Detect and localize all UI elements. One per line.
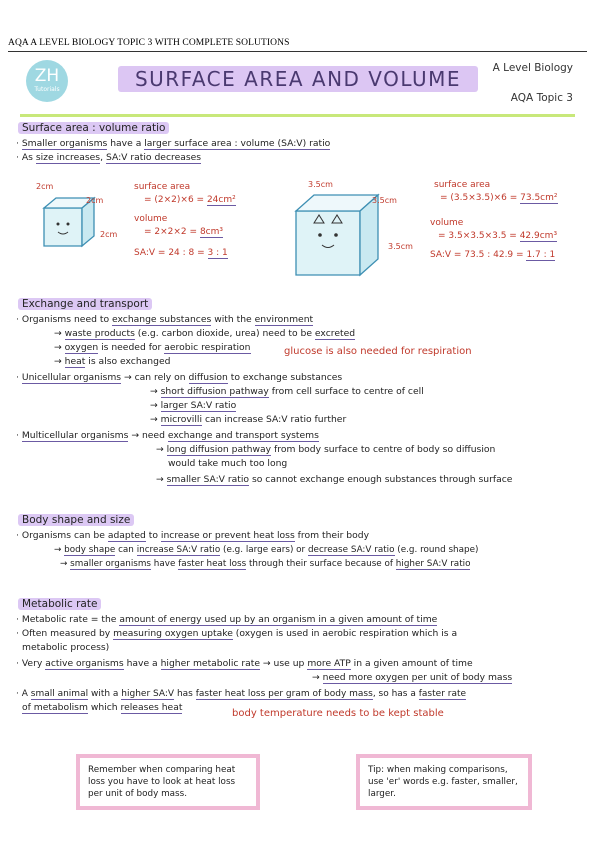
metabolic-line-1: · Metabolic rate = the amount of energy used up by an organism in a given amount of time	[16, 614, 438, 625]
metabolic-line-3: metabolic process)	[22, 642, 110, 653]
cube1-vol-calc: = 2×2×2 = 8cm³	[144, 227, 223, 237]
body-temperature-note: body temperature needs to be kept stable	[232, 708, 444, 719]
exchange-line-8: → microvilli can increase SA:V ratio further	[150, 414, 347, 425]
cube2-sa-calc: = (3.5×3.5)×6 = 73.5cm²	[440, 193, 558, 203]
cube1-sa-calc: = (2×2)×6 = 24cm²	[144, 195, 236, 205]
cube2-vol-label: volume	[430, 218, 464, 228]
section-heading-metabolic: Metabolic rate	[18, 598, 101, 610]
section-heading-sav: Surface area : volume ratio	[18, 122, 169, 134]
body-line-2: → body shape can increase SA:V ratio (e.g. large ears) or decrease SA:V ratio (e.g. round shape)	[54, 545, 479, 555]
exchange-line-7: → larger SA:V ratio	[150, 400, 237, 411]
page-title: SURFACE AREA AND VOLUME	[134, 67, 462, 91]
body-line-3: → smaller organisms have faster heat loss through their surface because of higher SA:V ratio	[60, 559, 471, 569]
exchange-line-6: → short diffusion pathway from cell surface to centre of cell	[150, 386, 424, 397]
cube2-vol-calc: = 3.5×3.5×3.5 = 42.9cm³	[438, 231, 558, 241]
cube1-ratio: SA:V = 24 : 8 = 3 : 1	[134, 248, 228, 258]
cube2-ratio: SA:V = 73.5 : 42.9 = 1.7 : 1	[430, 250, 556, 260]
title-underline	[20, 114, 575, 117]
exchange-line-1: · Organisms need to exchange substances with the environment	[16, 314, 314, 325]
sav-bullet-2: · As size increases, SA:V ratio decreases	[16, 152, 202, 163]
cube2-depth-label: 3.5cm	[372, 196, 397, 205]
metabolic-line-6: · A small animal with a higher SA:V has faster heat loss per gram of body mass, so has a faster rate	[16, 689, 467, 699]
body-line-1: · Organisms can be adapted to increase or prevent heat loss from their body	[16, 530, 370, 541]
cube1-top-label: 2cm	[36, 182, 54, 191]
metabolic-line-2: · Often measured by measuring oxygen uptake (oxygen is used in aerobic respiration which is a	[16, 628, 458, 639]
exchange-line-5: · Unicellular organisms → can rely on diffusion to exchange substances	[16, 372, 343, 383]
metabolic-line-5: → need more oxygen per unit of body mass	[312, 672, 513, 683]
cube1-depth-label: 2cm	[86, 196, 104, 205]
exchange-line-12: → smaller SA:V ratio so cannot exchange enough substances through surface	[156, 474, 513, 485]
subtitle-topic: AQA Topic 3	[510, 92, 573, 104]
document-header: AQA A LEVEL BIOLOGY TOPIC 3 WITH COMPLETE SOLUTIONS	[8, 38, 290, 48]
exchange-line-2: → waste products (e.g. carbon dioxide, urea) need to be excreted	[54, 328, 356, 339]
notes-page	[6, 54, 589, 834]
exchange-line-11: would take much too long	[168, 458, 288, 469]
header-rule	[8, 51, 587, 52]
metabolic-line-4: · Very active organisms have a higher metabolic rate → use up more ATP in a given amount of time	[16, 658, 473, 669]
cube1-sa-label: surface area	[134, 182, 191, 192]
exchange-line-4: → heat is also exchanged	[54, 356, 171, 367]
exchange-line-9: · Multicellular organisms → need exchange and transport systems	[16, 430, 319, 441]
logo-subtext: Tutorials	[34, 86, 60, 93]
cube1-vol-label: volume	[134, 214, 168, 224]
glucose-note: glucose is also needed for respiration	[284, 346, 472, 357]
cube2-sa-label: surface area	[434, 180, 491, 190]
cube2-side-label: 3.5cm	[388, 242, 413, 251]
subtitle-level: A Level Biology	[492, 62, 573, 74]
exchange-line-10: → long diffusion pathway from body surface to centre of body so diffusion	[156, 444, 496, 455]
cube1-side-label: 2cm	[100, 230, 118, 239]
exchange-line-3: → oxygen is needed for aerobic respiration	[54, 342, 251, 353]
reminder-box: Remember when comparing heat loss you have to look at heat loss per unit of body mass.	[76, 754, 260, 810]
logo-text: ZH	[34, 66, 60, 86]
section-heading-exchange: Exchange and transport	[18, 298, 152, 310]
tip-box: Tip: when making comparisons, use 'er' words e.g. faster, smaller, larger.	[356, 754, 532, 810]
zh-tutorials-logo	[26, 60, 68, 102]
metabolic-line-7: of metabolism which releases heat	[22, 702, 183, 713]
cube2-top-label: 3.5cm	[308, 180, 333, 189]
section-heading-body: Body shape and size	[18, 514, 134, 526]
sav-bullet-1: · Smaller organisms have a larger surface area : volume (SA:V) ratio	[16, 138, 331, 149]
